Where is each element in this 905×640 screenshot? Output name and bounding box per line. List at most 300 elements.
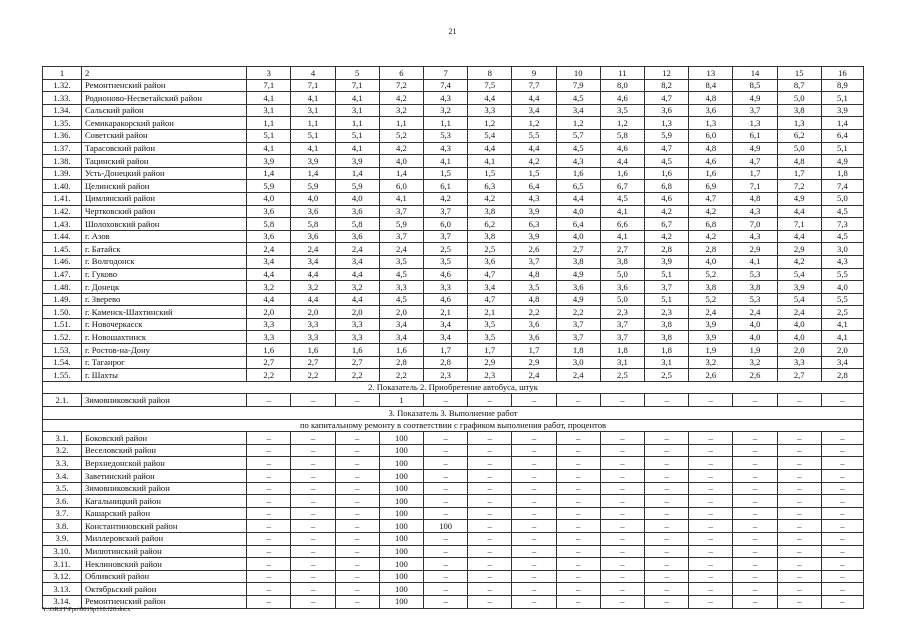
value-cell: 1,4 (821, 117, 863, 130)
value-cell: – (689, 432, 733, 445)
value-cell: – (733, 558, 777, 571)
value-cell: – (689, 595, 733, 608)
section-title: по капитальному ремонту в соответствии с графиком выполнения работ, процентов (43, 419, 864, 432)
value-cell: – (645, 520, 689, 533)
value-cell: 3,7 (512, 255, 556, 268)
value-cell: 1,7 (733, 167, 777, 180)
value-cell: – (556, 570, 600, 583)
value-cell: 6,4 (512, 180, 556, 193)
value-cell: 4,6 (424, 293, 468, 306)
value-cell: – (512, 432, 556, 445)
value-cell: – (291, 583, 335, 596)
row-number-cell: 1.42. (43, 205, 82, 218)
value-cell: 2,8 (689, 243, 733, 256)
value-cell: 100 (379, 532, 423, 545)
value-cell: 2,7 (556, 243, 600, 256)
value-cell: 8,9 (821, 79, 863, 92)
value-cell: 4,1 (600, 205, 644, 218)
value-cell: 1,5 (424, 167, 468, 180)
value-cell: 3,4 (335, 255, 379, 268)
value-cell: 100 (379, 457, 423, 470)
value-cell: – (689, 444, 733, 457)
section-2-heading (43, 381, 864, 394)
value-cell: 1,1 (247, 117, 291, 130)
value-cell: 6,4 (821, 129, 863, 142)
value-cell: 2,0 (247, 306, 291, 319)
value-cell: – (821, 532, 863, 545)
value-cell: 5,2 (379, 129, 423, 142)
value-cell: – (512, 394, 556, 407)
table-row (43, 155, 864, 168)
value-cell: 4,7 (733, 155, 777, 168)
value-cell: 4,1 (291, 142, 335, 155)
value-cell: 3,4 (379, 318, 423, 331)
district-name-cell: Кашарский район (81, 507, 246, 520)
value-cell: 3,8 (468, 230, 512, 243)
value-cell: 3,7 (556, 331, 600, 344)
value-cell: – (777, 470, 821, 483)
value-cell: 100 (379, 507, 423, 520)
value-cell: – (645, 583, 689, 596)
value-cell: – (291, 444, 335, 457)
value-cell: 4,1 (335, 92, 379, 105)
value-cell: 5,1 (645, 268, 689, 281)
value-cell: – (689, 583, 733, 596)
value-cell: 7,1 (247, 79, 291, 92)
district-name-cell: Константиновский район (81, 520, 246, 533)
value-cell: 100 (379, 520, 423, 533)
row-number-cell: 3.4. (43, 470, 82, 483)
value-cell: 4,4 (468, 92, 512, 105)
value-cell: – (556, 495, 600, 508)
district-name-cell: Заветинский район (81, 470, 246, 483)
value-cell: – (645, 432, 689, 445)
value-cell: 6,7 (645, 218, 689, 231)
value-cell: – (556, 507, 600, 520)
value-cell: 6,1 (424, 180, 468, 193)
value-cell: – (556, 432, 600, 445)
value-cell: 4,5 (556, 142, 600, 155)
table-row (43, 520, 864, 533)
district-name-cell: Обливский район (81, 570, 246, 583)
value-cell: 5,4 (777, 293, 821, 306)
value-cell: – (424, 570, 468, 583)
value-cell: – (335, 520, 379, 533)
district-name-cell: Семикаракорский район (81, 117, 246, 130)
value-cell: 4,3 (821, 255, 863, 268)
value-cell: 1,6 (291, 344, 335, 357)
value-cell: – (821, 394, 863, 407)
table-row (43, 507, 864, 520)
value-cell: – (512, 495, 556, 508)
value-cell: 7 (424, 67, 468, 80)
value-cell: 100 (424, 520, 468, 533)
value-cell: 8,4 (689, 79, 733, 92)
value-cell: 4,0 (689, 255, 733, 268)
value-cell: 6,2 (468, 218, 512, 231)
district-name-cell: Тацинский район (81, 155, 246, 168)
value-cell: – (512, 595, 556, 608)
value-cell: – (600, 570, 644, 583)
value-cell: – (689, 532, 733, 545)
value-cell: 100 (379, 470, 423, 483)
value-cell: 100 (379, 583, 423, 596)
table-row (43, 129, 864, 142)
value-cell: – (777, 432, 821, 445)
value-cell: – (777, 595, 821, 608)
value-cell: 3,7 (556, 318, 600, 331)
value-cell: 4,1 (733, 255, 777, 268)
value-cell: 3,7 (424, 205, 468, 218)
value-cell: 2,5 (645, 369, 689, 382)
table-row (43, 570, 864, 583)
value-cell: – (335, 595, 379, 608)
value-cell: 16 (821, 67, 863, 80)
value-cell: 3,2 (247, 281, 291, 294)
table-row (43, 255, 864, 268)
table-row (43, 532, 864, 545)
row-number-cell: 3.5. (43, 482, 82, 495)
section-3-heading-line2 (43, 419, 864, 432)
value-cell: 4,9 (733, 92, 777, 105)
value-cell: 4,5 (379, 293, 423, 306)
value-cell: 3,6 (335, 230, 379, 243)
table-row (43, 432, 864, 445)
value-cell: – (733, 583, 777, 596)
value-cell: 11 (600, 67, 644, 80)
value-cell: 5,8 (247, 218, 291, 231)
value-cell: 4,2 (777, 255, 821, 268)
value-cell: 3,9 (512, 230, 556, 243)
table-row (43, 583, 864, 596)
value-cell: 3,4 (512, 104, 556, 117)
value-cell: 4,5 (379, 268, 423, 281)
value-cell: 1,3 (689, 117, 733, 130)
value-cell: 3,8 (600, 255, 644, 268)
row-number-cell: 1.37. (43, 142, 82, 155)
district-name-cell: Цимлянский район (81, 192, 246, 205)
table-row (43, 545, 864, 558)
value-cell: 3,5 (379, 255, 423, 268)
value-cell: 2,8 (821, 369, 863, 382)
table-row (43, 394, 864, 407)
value-cell: – (468, 583, 512, 596)
value-cell: 4,5 (645, 155, 689, 168)
row-number-cell: 3.7. (43, 507, 82, 520)
value-cell: – (335, 457, 379, 470)
value-cell: – (247, 558, 291, 571)
value-cell: 7,0 (733, 218, 777, 231)
value-cell: 2,4 (556, 369, 600, 382)
value-cell: 2,5 (821, 306, 863, 319)
value-cell: – (468, 432, 512, 445)
value-cell: 4,6 (645, 192, 689, 205)
table-row (43, 79, 864, 92)
row-number-cell: 1.44. (43, 230, 82, 243)
value-cell: 4,4 (468, 142, 512, 155)
value-cell: 2,4 (689, 306, 733, 319)
value-cell: – (424, 470, 468, 483)
value-cell: 3,5 (424, 255, 468, 268)
page-number: 21 (448, 27, 457, 36)
value-cell: – (645, 457, 689, 470)
value-cell: – (733, 482, 777, 495)
value-cell: 4,7 (645, 92, 689, 105)
district-name-cell: г. Таганрог (81, 356, 246, 369)
value-cell: 3,5 (468, 318, 512, 331)
value-cell: 1,6 (556, 167, 600, 180)
value-cell: 3,2 (689, 356, 733, 369)
table-row (43, 306, 864, 319)
value-cell: – (645, 532, 689, 545)
value-cell: 2,6 (733, 369, 777, 382)
value-cell: – (689, 394, 733, 407)
value-cell: 2,6 (689, 369, 733, 382)
row-number-cell: 2.1. (43, 394, 82, 407)
value-cell: – (821, 432, 863, 445)
value-cell: – (291, 470, 335, 483)
value-cell: 2,1 (468, 306, 512, 319)
value-cell: 5,9 (379, 218, 423, 231)
table-row (43, 595, 864, 608)
value-cell: 4,9 (556, 293, 600, 306)
value-cell: 2,4 (777, 306, 821, 319)
value-cell: 4,0 (556, 205, 600, 218)
value-cell: 4,1 (247, 142, 291, 155)
value-cell: 3,1 (645, 356, 689, 369)
value-cell: 4,1 (600, 230, 644, 243)
row-number-cell: 1.47. (43, 268, 82, 281)
value-cell: 3,6 (291, 230, 335, 243)
value-cell: – (777, 558, 821, 571)
value-cell: 3,6 (247, 205, 291, 218)
value-cell: – (247, 595, 291, 608)
value-cell: – (777, 545, 821, 558)
value-cell: – (512, 545, 556, 558)
value-cell: 7,2 (777, 180, 821, 193)
value-cell: – (689, 507, 733, 520)
value-cell: 1,1 (379, 117, 423, 130)
table-row (43, 356, 864, 369)
value-cell: – (821, 482, 863, 495)
value-cell: – (689, 457, 733, 470)
value-cell: 100 (379, 495, 423, 508)
value-cell: – (291, 457, 335, 470)
value-cell: 100 (379, 482, 423, 495)
value-cell: – (600, 457, 644, 470)
value-cell: 3,2 (335, 281, 379, 294)
value-cell: – (291, 482, 335, 495)
value-cell: 4,1 (424, 155, 468, 168)
value-cell: 2,8 (645, 243, 689, 256)
value-cell: – (247, 394, 291, 407)
value-cell: 6,0 (689, 129, 733, 142)
value-cell: – (468, 470, 512, 483)
value-cell: 5,9 (247, 180, 291, 193)
value-cell: 4,3 (424, 92, 468, 105)
value-cell: 4,9 (821, 155, 863, 168)
value-cell: 3,4 (291, 255, 335, 268)
value-cell: 5,1 (247, 129, 291, 142)
table-row (43, 243, 864, 256)
value-cell: – (291, 432, 335, 445)
value-cell: 7,4 (424, 79, 468, 92)
value-cell: 5,3 (424, 129, 468, 142)
row-number-cell: 1 (43, 67, 82, 80)
row-number-cell: 3.8. (43, 520, 82, 533)
value-cell: 3,4 (424, 331, 468, 344)
value-cell: – (335, 394, 379, 407)
value-cell: 5,8 (335, 218, 379, 231)
value-cell: 100 (379, 444, 423, 457)
value-cell: 5,9 (291, 180, 335, 193)
value-cell: 4,4 (600, 155, 644, 168)
value-cell: 1,5 (512, 167, 556, 180)
value-cell: 7,5 (468, 79, 512, 92)
value-cell: 3,7 (600, 318, 644, 331)
value-cell: 7,1 (733, 180, 777, 193)
table-row (43, 495, 864, 508)
value-cell: 1,6 (335, 344, 379, 357)
value-cell: 2,8 (379, 356, 423, 369)
value-cell: 4,7 (468, 268, 512, 281)
value-cell: 3,1 (291, 104, 335, 117)
value-cell: 1,8 (600, 344, 644, 357)
value-cell: – (468, 507, 512, 520)
value-cell: – (512, 457, 556, 470)
district-name-cell: Боковский район (81, 432, 246, 445)
value-cell: 7,4 (821, 180, 863, 193)
row-number-cell: 1.40. (43, 180, 82, 193)
value-cell: 3,3 (247, 331, 291, 344)
value-cell: 2,0 (777, 344, 821, 357)
value-cell: 7,1 (291, 79, 335, 92)
value-cell: 4,2 (424, 192, 468, 205)
table-row (43, 293, 864, 306)
value-cell: 2,7 (777, 369, 821, 382)
value-cell: 2,1 (424, 306, 468, 319)
value-cell: 4,4 (335, 268, 379, 281)
value-cell: 4,4 (556, 192, 600, 205)
value-cell: 4,4 (777, 230, 821, 243)
value-cell: 3,8 (689, 281, 733, 294)
value-cell: 12 (645, 67, 689, 80)
value-cell: 4,1 (335, 142, 379, 155)
table-row (43, 142, 864, 155)
value-cell: – (600, 532, 644, 545)
value-cell: 10 (556, 67, 600, 80)
value-cell: – (821, 507, 863, 520)
value-cell: 5,0 (600, 268, 644, 281)
value-cell: 4,2 (379, 142, 423, 155)
value-cell: 3,4 (468, 281, 512, 294)
value-cell: 3,8 (468, 205, 512, 218)
value-cell: 4,1 (468, 155, 512, 168)
value-cell: 4,7 (468, 293, 512, 306)
table-body (43, 67, 864, 609)
value-cell: 4,0 (733, 331, 777, 344)
value-cell: 5,7 (556, 129, 600, 142)
value-cell: 2,0 (379, 306, 423, 319)
value-cell: 2,3 (468, 369, 512, 382)
row-number-cell: 3.10. (43, 545, 82, 558)
value-cell: 6,5 (556, 180, 600, 193)
value-cell: 3,3 (291, 318, 335, 331)
district-name-cell: Ремонтненский район (81, 595, 246, 608)
value-cell: 3,9 (512, 205, 556, 218)
row-number-cell: 1.41. (43, 192, 82, 205)
value-cell: – (645, 470, 689, 483)
value-cell: 4,6 (424, 268, 468, 281)
value-cell: – (468, 495, 512, 508)
value-cell: 3,5 (468, 331, 512, 344)
value-cell: 3,6 (645, 104, 689, 117)
value-cell: 2,8 (424, 356, 468, 369)
value-cell: – (777, 482, 821, 495)
district-name-cell: г. Каменск-Шахтинский (81, 306, 246, 319)
district-name-cell: Шолоховский район (81, 218, 246, 231)
value-cell: 3,5 (600, 104, 644, 117)
value-cell: – (777, 532, 821, 545)
value-cell: 1,8 (645, 344, 689, 357)
value-cell: 3,8 (777, 104, 821, 117)
value-cell: 4,6 (689, 155, 733, 168)
table-row (43, 192, 864, 205)
value-cell: – (777, 394, 821, 407)
row-number-cell: 1.48. (43, 281, 82, 294)
value-cell: 2,3 (645, 306, 689, 319)
value-cell: – (821, 570, 863, 583)
value-cell: 1,6 (600, 167, 644, 180)
value-cell: – (556, 545, 600, 558)
value-cell: 4,0 (335, 192, 379, 205)
district-name-cell: Чертковский район (81, 205, 246, 218)
value-cell: – (600, 444, 644, 457)
value-cell: – (291, 558, 335, 571)
value-cell: – (777, 495, 821, 508)
value-cell: – (645, 595, 689, 608)
value-cell: 3,9 (821, 104, 863, 117)
value-cell: 2,6 (512, 243, 556, 256)
value-cell: – (424, 457, 468, 470)
value-cell: – (291, 570, 335, 583)
value-cell: 3,6 (247, 230, 291, 243)
value-cell: 3,2 (291, 281, 335, 294)
value-cell: 1,8 (821, 167, 863, 180)
value-cell: 4,2 (689, 205, 733, 218)
value-cell: 2,9 (468, 356, 512, 369)
value-cell: 5,5 (512, 129, 556, 142)
value-cell: – (600, 482, 644, 495)
value-cell: 3,6 (512, 331, 556, 344)
value-cell: 6,4 (556, 218, 600, 231)
value-cell: 3,9 (689, 318, 733, 331)
value-cell: 3,3 (291, 331, 335, 344)
value-cell: 3,9 (247, 155, 291, 168)
value-cell: 2,3 (424, 369, 468, 382)
value-cell: – (821, 595, 863, 608)
value-cell: 3,3 (777, 356, 821, 369)
value-cell: 4 (291, 67, 335, 80)
value-cell: – (291, 595, 335, 608)
value-cell: 5,1 (821, 142, 863, 155)
value-cell: 2,2 (247, 369, 291, 382)
value-cell: 5,1 (645, 293, 689, 306)
value-cell: – (821, 470, 863, 483)
value-cell: 2,5 (424, 243, 468, 256)
value-cell: 2,3 (600, 306, 644, 319)
value-cell: 3,4 (556, 104, 600, 117)
